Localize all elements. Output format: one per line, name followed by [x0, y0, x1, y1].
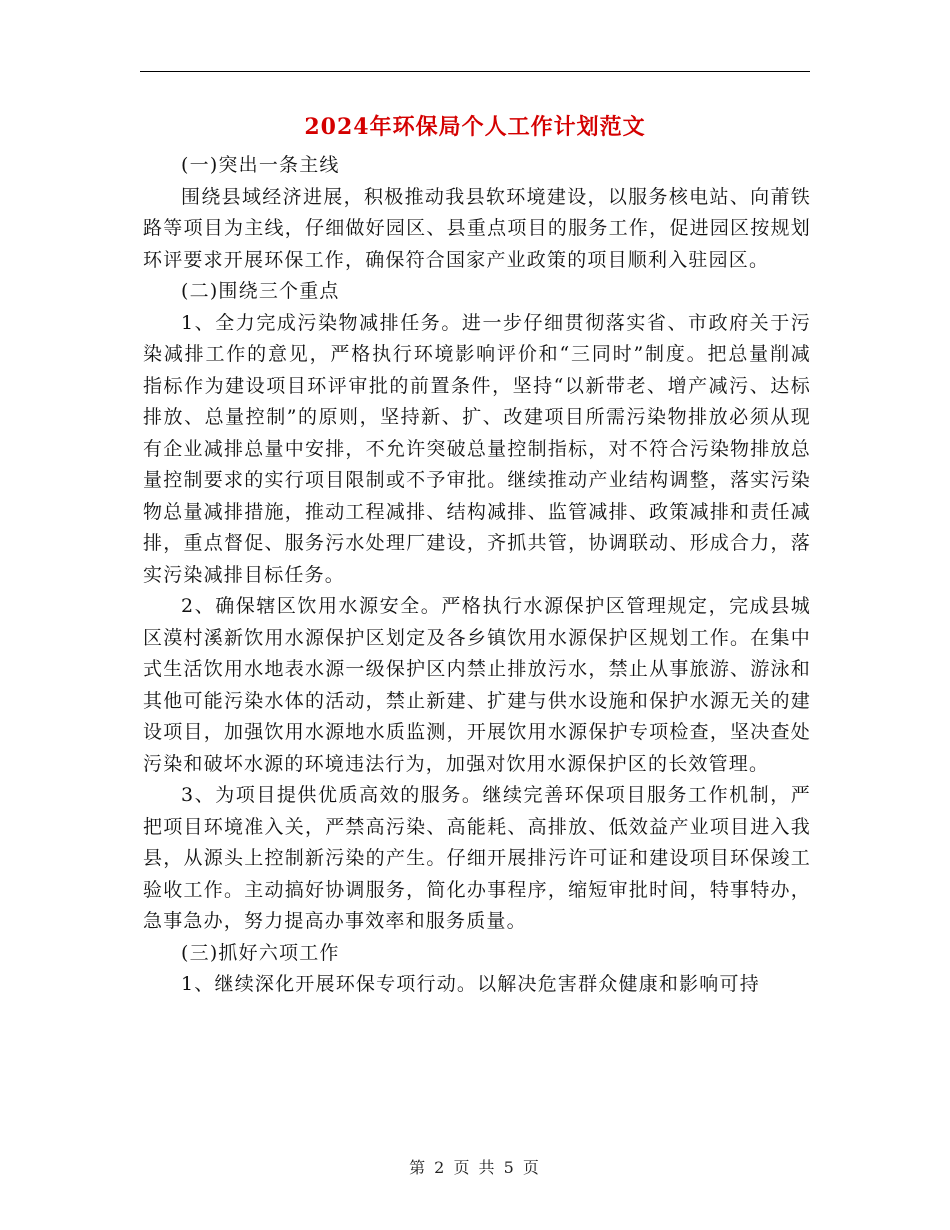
section-heading-3: (三)抓好六项工作	[181, 941, 340, 964]
section-heading-1: (一)突出一条主线	[181, 154, 340, 176]
header-rule	[140, 71, 810, 72]
paragraph: 3、为项目提供优质高效的服务。继续完善环保项目服务工作机制，严把项目环境准入关，严禁高污染、高能耗、高排放、低效益产业项目进入我县，从源头上控制新污染的产生。仔细开展排污许可证和建设项目环保竣工验收工作。主动搞好协调服务，简化办事程序，缩短审批时间，特事特办，急事急办，努力提高办事效率和服务质量。	[143, 784, 811, 932]
paragraph: 1、全力完成污染物减排任务。进一步仔细贯彻落实省、市政府关于污染减排工作的意见，严格执行环境影响评价和“三同时”制度。把总量削减指标作为建设项目环评审批的前置条件，坚持“以新带老、增产减污、达标排放、总量控制”的原则，坚持新、扩、改建项目所需污染物排放必须从现有企业减排总量中安排，不允许突破总量控制指标，对不符合污染物排放总量控制要求的实行项目限制或不予审批。继续推动产业结构调整，落实污染物总量减排措施，推动工程减排、结构减排、监管减排、政策减排和责任减排，重点督促、服务污水处理厂建设，齐抓共管，协调联动、形成合力，落实污染减排目标任务。	[143, 311, 811, 586]
section-heading-2: (二)围绕三个重点	[181, 280, 340, 302]
paragraph: 2、确保辖区饮用水源安全。严格执行水源保护区管理规定，完成县城区漠村溪新饮用水源保护区划定及各乡镇饮用水源保护区规划工作。在集中式生活饮用水地表水源一级保护区内禁止排放污水，禁止从事旅游、游泳和其他可能污染水体的活动，禁止新建、扩建与供水设施和保护水源无关的建设项目，加强饮用水源地水质监测，开展饮用水源保护专项检查，坚决查处污染和破坏水源的环境违法行为，加强对饮用水源保护区的长效管理。	[143, 595, 811, 775]
document-body	[143, 150, 811, 1001]
page-footer: 第 2 页 共 5 页	[409, 1158, 541, 1177]
paragraph: 围绕县域经济进展，积极推动我县软环境建设，以服务核电站、向莆铁路等项目为主线，仔细做好园区、县重点项目的服务工作，促进园区按规划环评要求开展环保工作，确保符合国家产业政策的项目顺利入驻园区。	[143, 185, 811, 271]
paragraph: 1、继续深化开展环保专项行动。以解决危害群众健康和影响可持	[181, 973, 760, 995]
document-title: 2024年环保局个人工作计划范文	[304, 114, 646, 140]
